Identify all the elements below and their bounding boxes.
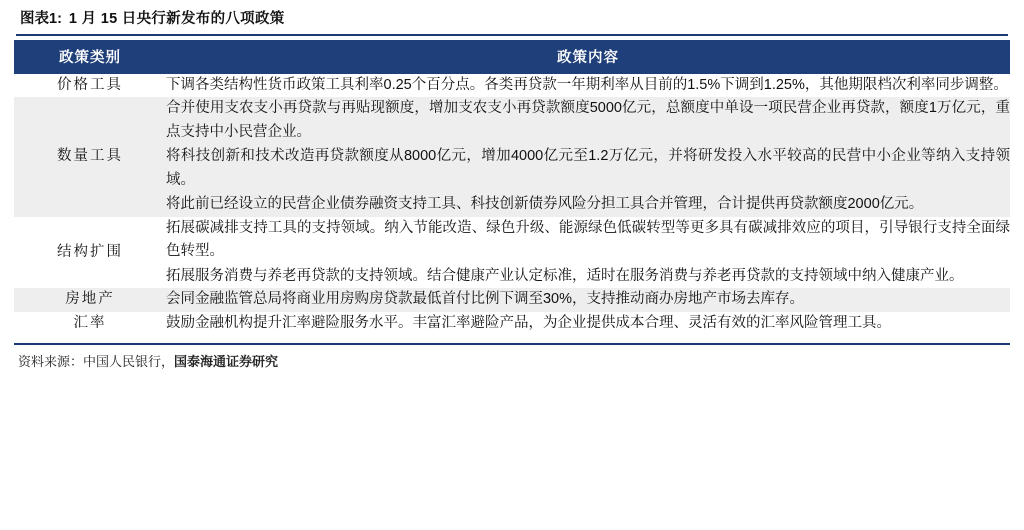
row-category: 结构扩围: [14, 217, 166, 288]
source-label: 资料来源：: [18, 354, 84, 370]
table-row: [14, 74, 1010, 97]
row-content: [166, 312, 1010, 335]
source-bold: 国泰海通证券研究: [174, 354, 279, 370]
content-paragraph: 将此前已经设立的民营企业债券融资支持工具、科技创新债券风险分担工具合并管理，合计提供再贷款额度2000亿元。: [166, 196, 924, 213]
column-header-content: 政策内容: [166, 40, 1010, 74]
source-note: [14, 345, 1010, 370]
content-paragraph: 下调各类结构性货币政策工具利率0.25个百分点。各类再贷款一年期利率从目前的1.5%下调到1.25%，其他期限档次利率同步调整。: [166, 77, 1008, 93]
content-paragraph: 拓展服务消费与养老再贷款的支持领域。结合健康产业认定标准，适时在服务消费与养老再贷款的支持领域中纳入健康产业。: [166, 267, 964, 284]
table-header-row: [14, 40, 1010, 74]
content-paragraph: 鼓励金融机构提升汇率避险服务水平。丰富汇率避险产品，为企业提供成本合理、灵活有效的汇率风险管理工具。: [166, 314, 891, 331]
content-paragraph: 拓展碳减排支持工具的支持领域。纳入节能改造、绿色升级、能源绿色低碳转型等更多具有碳减排效应的项目，引导银行支持全面绿色转型。: [166, 219, 1010, 260]
row-content: [166, 74, 1010, 97]
table-row: [14, 312, 1010, 335]
row-category: 价格工具: [14, 74, 166, 97]
row-content: [166, 97, 1010, 216]
table-row: [14, 288, 1010, 311]
row-category: 汇率: [14, 312, 166, 335]
row-content: [166, 288, 1010, 311]
content-paragraph: 合并使用支农支小再贷款与再贴现额度，增加支农支小再贷款额度5000亿元，总额度中单设一项民营企业再贷款，额度1万亿元，重点支持中小民营企业。: [166, 100, 1010, 140]
table-header: [14, 40, 1010, 74]
column-header-category: 政策类别: [14, 40, 166, 74]
table-body: [14, 74, 1010, 335]
source-plain: 中国人民银行，: [83, 354, 175, 370]
title-divider: [16, 34, 1008, 36]
policy-table: [14, 40, 1010, 335]
table-row: [14, 217, 1010, 288]
row-category: 房地产: [14, 288, 166, 311]
figure-title-row: [14, 0, 1010, 34]
row-content: [166, 217, 1010, 288]
page-title: 1 月 15 日央行新发布的八项政策: [68, 11, 285, 27]
row-category: 数量工具: [14, 97, 166, 216]
table-row: [14, 97, 1010, 216]
content-paragraph: 会同金融监管总局将商业用房购房贷款最低首付比例下调至30%，支持推动商办房地产市场去库存。: [166, 291, 805, 308]
figure-label: 图表1:: [20, 11, 62, 27]
content-paragraph: 将科技创新和技术改造再贷款额度从8000亿元，增加4000亿元至1.2万亿元，并将研发投入水平较高的民营中小企业等纳入支持领域。: [166, 148, 1010, 188]
